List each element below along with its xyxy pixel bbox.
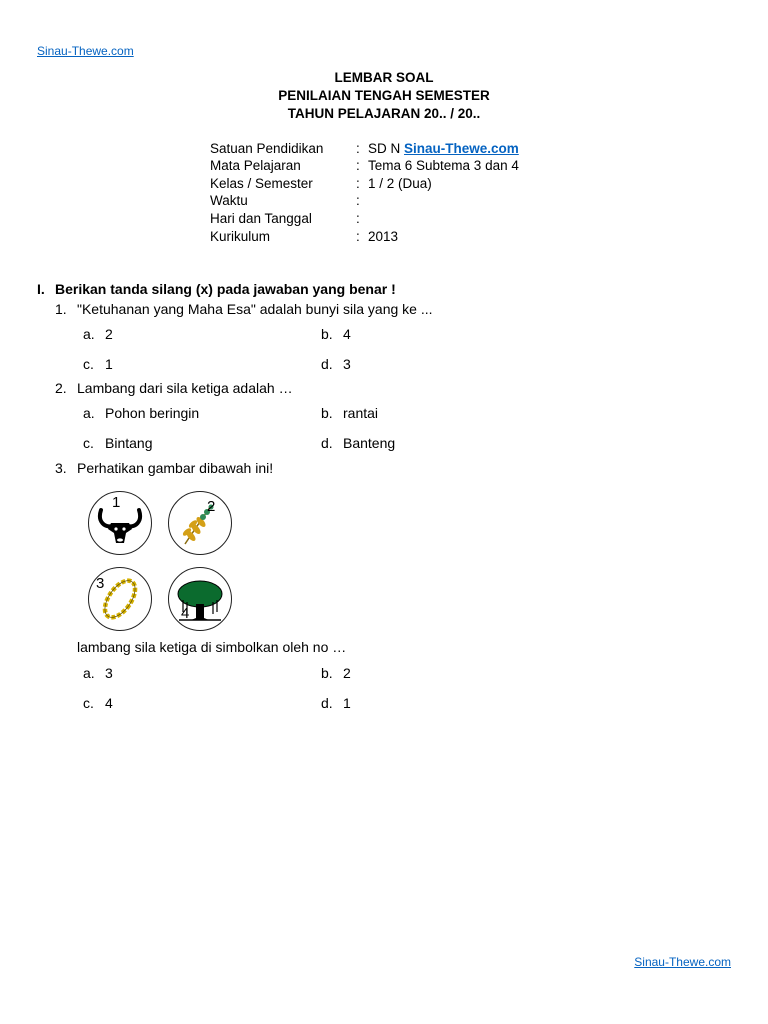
info-label: Mata Pelajaran bbox=[210, 158, 301, 173]
option-letter: b. bbox=[321, 405, 333, 421]
option-letter: b. bbox=[321, 326, 333, 342]
option-letter: d. bbox=[321, 695, 333, 711]
info-colon: : bbox=[356, 141, 360, 156]
section-number: I. bbox=[37, 281, 45, 297]
option-text: Pohon beringin bbox=[105, 405, 200, 421]
question-number: 1. bbox=[55, 301, 67, 317]
info-label: Kurikulum bbox=[210, 229, 271, 244]
footer-site-link[interactable]: Sinau-Thewe.com bbox=[634, 955, 731, 969]
option-text: 1 bbox=[105, 356, 113, 372]
symbol-label-3: 3 bbox=[96, 575, 105, 592]
option-text: Banteng bbox=[343, 435, 396, 451]
info-colon: : bbox=[356, 193, 360, 208]
banyan-tree-icon bbox=[168, 567, 232, 631]
option-letter: a. bbox=[83, 405, 95, 421]
title-tahun-pelajaran: TAHUN PELAJARAN 20.. / 20.. bbox=[287, 106, 481, 121]
title-penilaian: PENILAIAN TENGAH SEMESTER bbox=[278, 88, 490, 103]
info-value: Tema 6 Subtema 3 dan 4 bbox=[368, 158, 519, 173]
question-text: Perhatikan gambar dibawah ini! bbox=[77, 460, 274, 476]
info-label: Satuan Pendidikan bbox=[210, 141, 324, 156]
question-text: "Ketuhanan yang Maha Esa" adalah bunyi sila yang ke ... bbox=[77, 301, 433, 317]
option-letter: d. bbox=[321, 356, 333, 372]
info-colon: : bbox=[356, 176, 360, 191]
option-letter: d. bbox=[321, 435, 333, 451]
option-text: 3 bbox=[343, 356, 351, 372]
option-text: 4 bbox=[343, 326, 351, 342]
symbol-label-1: 1 bbox=[112, 494, 121, 511]
option-letter: a. bbox=[83, 665, 95, 681]
question-number: 2. bbox=[55, 380, 67, 396]
option-letter: c. bbox=[83, 435, 94, 451]
rice-cotton-icon bbox=[168, 491, 232, 555]
option-text: Bintang bbox=[105, 435, 153, 451]
option-text: 2 bbox=[343, 665, 351, 681]
option-letter: c. bbox=[83, 695, 94, 711]
info-colon: : bbox=[356, 158, 360, 173]
option-text: 2 bbox=[105, 326, 113, 342]
title-lembar-soal: LEMBAR SOAL bbox=[334, 70, 434, 85]
question-text: Lambang dari sila ketiga adalah … bbox=[77, 380, 293, 396]
option-letter: a. bbox=[83, 326, 95, 342]
option-text: rantai bbox=[343, 405, 379, 421]
symbol-label-2: 2 bbox=[207, 498, 216, 515]
question-number: 3. bbox=[55, 460, 67, 476]
section-instruction: Berikan tanda silang (x) pada jawaban yang benar ! bbox=[55, 281, 396, 297]
info-colon: : bbox=[356, 229, 360, 244]
info-label: Waktu bbox=[210, 193, 248, 208]
school-site-link[interactable]: Sinau-Thewe.com bbox=[404, 141, 519, 156]
info-label: Kelas / Semester bbox=[210, 176, 313, 191]
option-text: 4 bbox=[105, 695, 113, 711]
option-text: 1 bbox=[343, 695, 351, 711]
info-value: 1 / 2 (Dua) bbox=[368, 176, 432, 191]
info-label: Hari dan Tanggal bbox=[210, 211, 312, 226]
header-site-link[interactable]: Sinau-Thewe.com bbox=[37, 44, 134, 58]
option-letter: b. bbox=[321, 665, 333, 681]
symbol-label-4: 4 bbox=[181, 605, 190, 622]
option-letter: c. bbox=[83, 356, 94, 372]
question-3-caption: lambang sila ketiga di simbolkan oleh no … bbox=[77, 639, 347, 655]
info-value-prefix: SD N bbox=[368, 141, 405, 156]
info-value bbox=[368, 141, 519, 156]
info-value: 2013 bbox=[368, 229, 399, 244]
option-text: 3 bbox=[105, 665, 113, 681]
info-colon: : bbox=[356, 211, 360, 226]
